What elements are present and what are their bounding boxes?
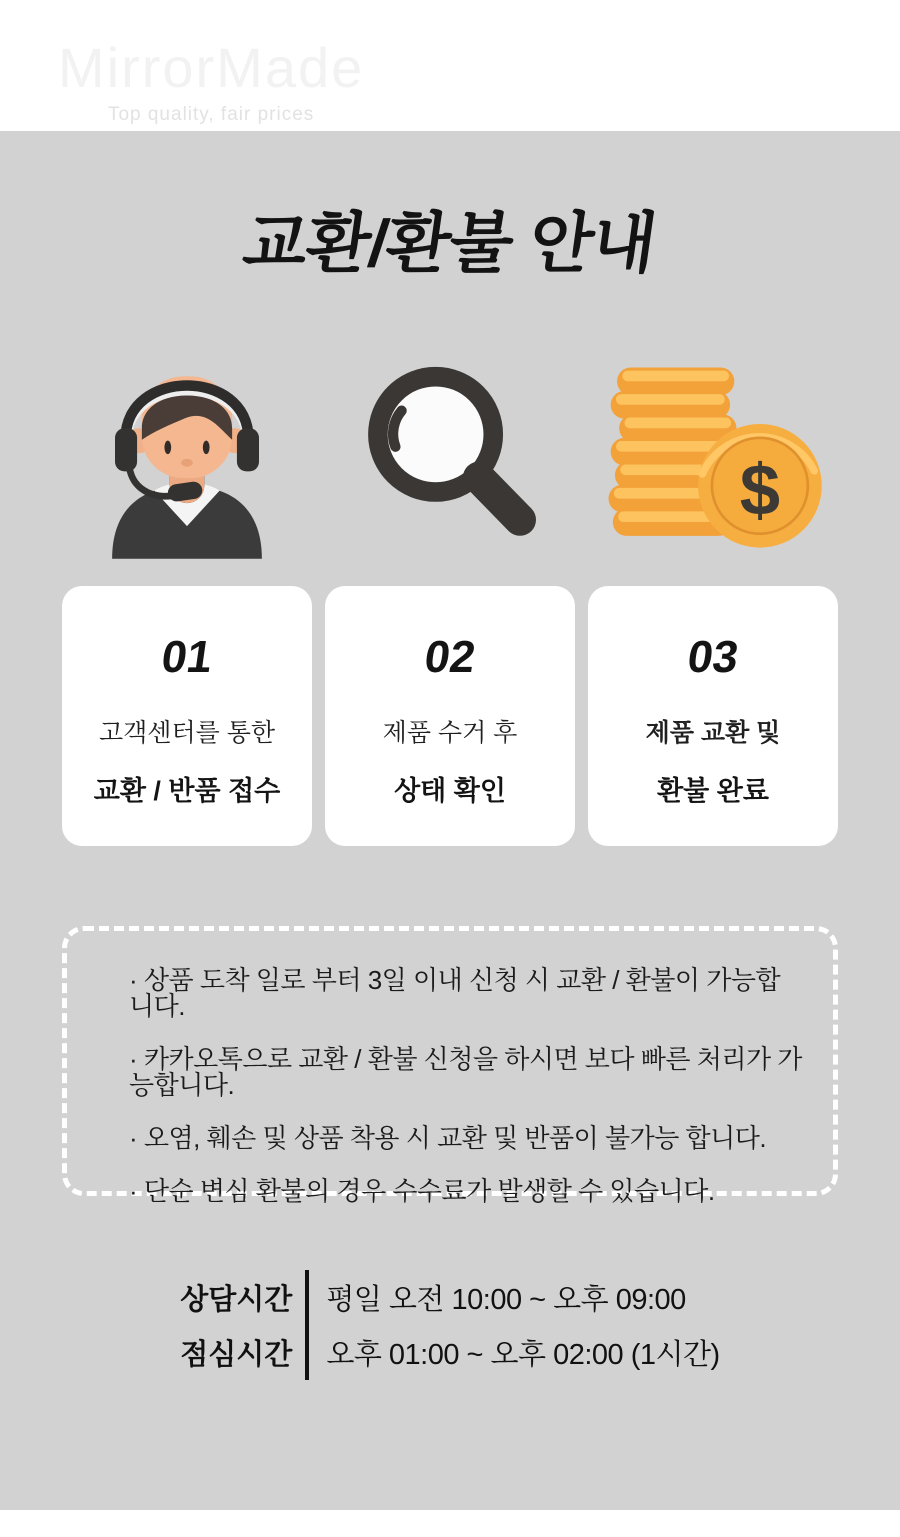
policy-notice-item: · 단순 변심 환불의 경우 수수료가 발생할 수 있습니다. [129, 1175, 715, 1206]
step-card-3 [588, 586, 838, 846]
page-header [0, 0, 900, 131]
step-description-line2: 교환 / 반품 접수 [93, 775, 281, 806]
magnifying-glass-icon [325, 338, 575, 576]
guide-section [0, 131, 900, 1510]
step-card-1 [62, 586, 312, 846]
step-card-2 [325, 586, 575, 846]
brand-logo: MirrorMade [58, 36, 365, 99]
policy-notice-item: · 오염, 훼손 및 상품 착용 시 교환 및 반품이 불가능 합니다. [129, 1122, 767, 1153]
step-card-row [0, 586, 900, 846]
lunch-hours-label: 점심시간 [180, 1338, 293, 1371]
lunch-hours-value: 오후 01:00 ~ 오후 02:00 (1시간) [326, 1338, 720, 1371]
policy-notice-item: · 상품 도착 일로 부터 3일 이내 신청 시 교환 / 환불이 가능합니다. [129, 964, 781, 1021]
footer-strip [0, 1510, 900, 1537]
process-icon-row [0, 338, 900, 576]
service-hours-value: 평일 오전 10:00 ~ 오후 09:00 [326, 1283, 686, 1316]
coin-stack-dollar-icon [588, 338, 838, 576]
customer-service-agent-icon [62, 338, 312, 576]
policy-notice-item: · 카카오톡으로 교환 / 환불 신청을 하시면 보다 빠른 처리가 가능합니다. [129, 1043, 802, 1100]
brand-tagline: Top quality, fair prices [107, 104, 315, 125]
step-number: 02 [421, 630, 479, 682]
service-hours [0, 1270, 900, 1380]
step-number: 01 [158, 630, 216, 682]
step-description-line1: 제품 교환 및 [645, 718, 781, 747]
step-description-line2: 상태 확인 [394, 775, 506, 806]
page-title: 교환/환불 안내 [239, 206, 661, 280]
service-hours-label: 상담시간 [180, 1283, 293, 1316]
step-description-line2: 환불 완료 [657, 775, 769, 806]
step-description-line1: 고객센터를 통한 [99, 718, 275, 747]
policy-notice-box [62, 926, 838, 1206]
step-number: 03 [684, 630, 742, 682]
svg-text:$: $ [739, 449, 781, 531]
brand-block [58, 36, 365, 126]
step-description-line1: 제품 수거 후 [382, 718, 518, 747]
